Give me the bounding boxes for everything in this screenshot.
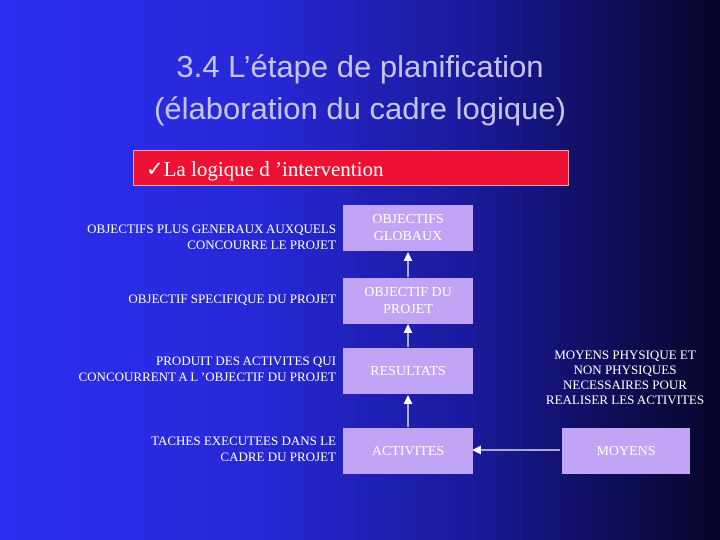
checkmark-icon: ✓ (146, 157, 164, 181)
box-means: MOYENS (562, 428, 690, 474)
title-line-1: 3.4 L’étape de planification (176, 49, 544, 84)
row-label-overall-objectives: OBJECTIFS PLUS GENERAUX AUXQUELS CONCOURRE LE PROJET (87, 221, 336, 252)
box-results: RESULTATS (343, 348, 473, 394)
box-project-objective: OBJECTIF DU PROJET (343, 278, 473, 324)
box-activities: ACTIVITES (343, 428, 473, 474)
means-description: MOYENS PHYSIQUE ET NON PHYSIQUES NECESSAIRES POUR REALISER LES ACTIVITES (545, 347, 705, 407)
row-label-results: PRODUIT DES ACTIVITES QUI CONCOURRENT A L ’OBJECTIF DU PROJET (78, 353, 336, 384)
row-label-specific-objective: OBJECTIF SPECIFIQUE DU PROJET (128, 291, 336, 306)
box-overall-objectives: OBJECTIFS GLOBAUX (343, 205, 473, 251)
row-label-activities: TACHES EXECUTEES DANS LE CADRE DU PROJET (151, 433, 336, 464)
banner-text: La logique d ’intervention (163, 157, 384, 181)
title-line-2: (élaboration du cadre logique) (154, 91, 566, 126)
